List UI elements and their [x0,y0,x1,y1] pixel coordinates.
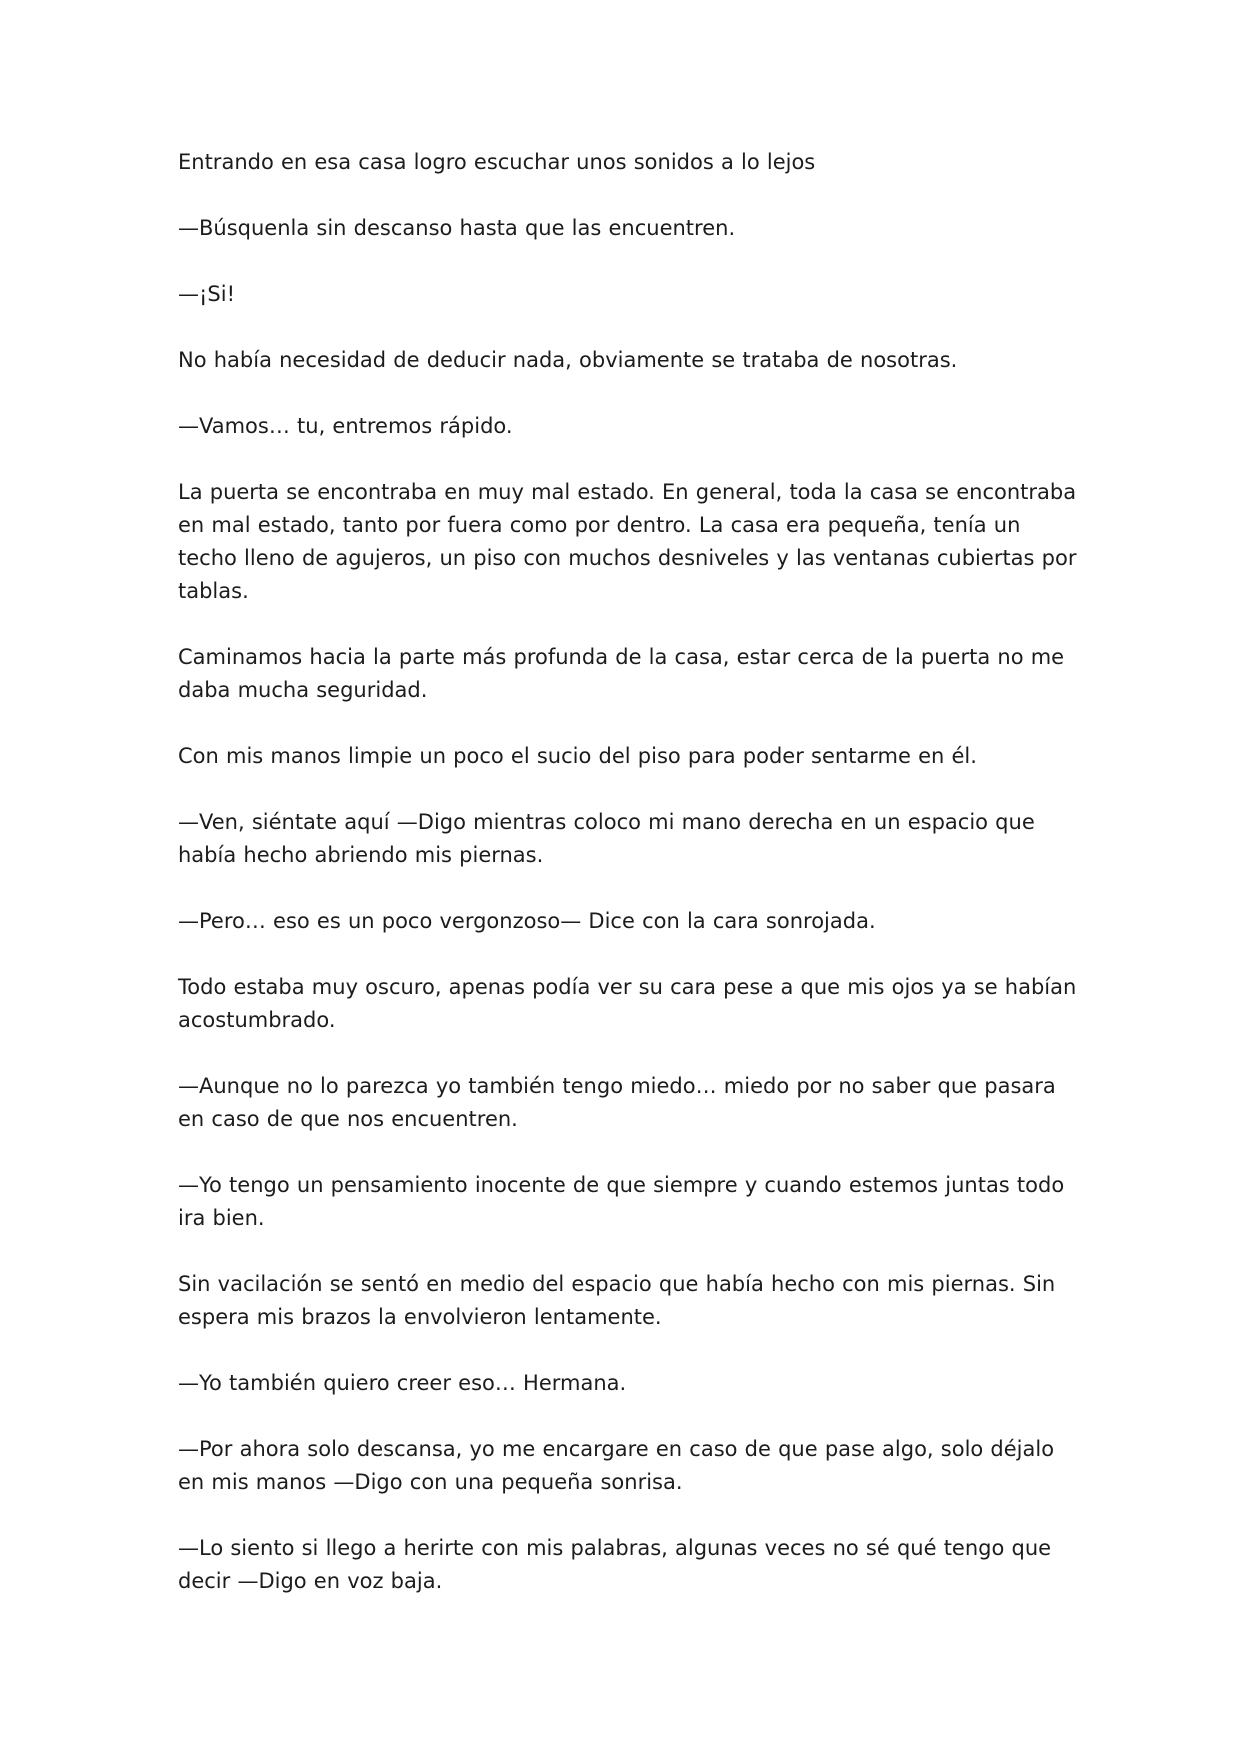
paragraph: —Ven, siéntate aquí —Digo mientras coloco mi mano derecha en un espacio que había hecho abriendo mis piernas. [178,810,1035,867]
paragraph: Con mis manos limpie un poco el sucio del piso para poder sentarme en él. [178,744,977,768]
paragraph: Todo estaba muy oscuro, apenas podía ver su cara pese a que mis ojos ya se habían acostumbrado. [178,975,1077,1032]
paragraph: Caminamos hacia la parte más profunda de la casa, estar cerca de la puerta no me daba mucha seguridad. [178,645,1065,702]
paragraph: —Yo tengo un pensamiento inocente de que siempre y cuando estemos juntas todo ira bien. [178,1173,1065,1230]
paragraph: No había necesidad de deducir nada, obviamente se trataba de nosotras. [178,348,958,372]
paragraph: —Pero… eso es un poco vergonzoso— Dice con la cara sonrojada. [178,909,876,933]
paragraph: —Por ahora solo descansa, yo me encargare en caso de que pase algo, solo déjalo en mis manos —Digo con una pequeña sonrisa. [178,1437,1055,1494]
document-body [178,146,1078,1598]
paragraph: —Lo siento si llego a herirte con mis palabras, algunas veces no sé qué tengo que decir —Digo en voz baja. [178,1536,1052,1593]
paragraph: —Aunque no lo parezca yo también tengo miedo… miedo por no saber que pasara en caso de que nos encuentren. [178,1074,1056,1131]
paragraph: —¡Si! [178,282,236,306]
paragraph: —Vamos… tu, entremos rápido. [178,414,513,438]
paragraph: —Yo también quiero creer eso… Hermana. [178,1371,627,1395]
paragraph: —Búsquenla sin descanso hasta que las encuentren. [178,216,736,240]
paragraph: La puerta se encontraba en muy mal estado. En general, toda la casa se encontraba en mal estado, tanto por fuera como por dentro. La casa era pequeña, tenía un techo lleno de agujeros, un piso con muchos desniveles y las ventanas cubiertas por tablas. [178,480,1077,603]
paragraph: Sin vacilación se sentó en medio del espacio que había hecho con mis piernas. Sin espera mis brazos la envolvieron lentamente. [178,1272,1056,1329]
paragraph: Entrando en esa casa logro escuchar unos sonidos a lo lejos [178,150,816,174]
